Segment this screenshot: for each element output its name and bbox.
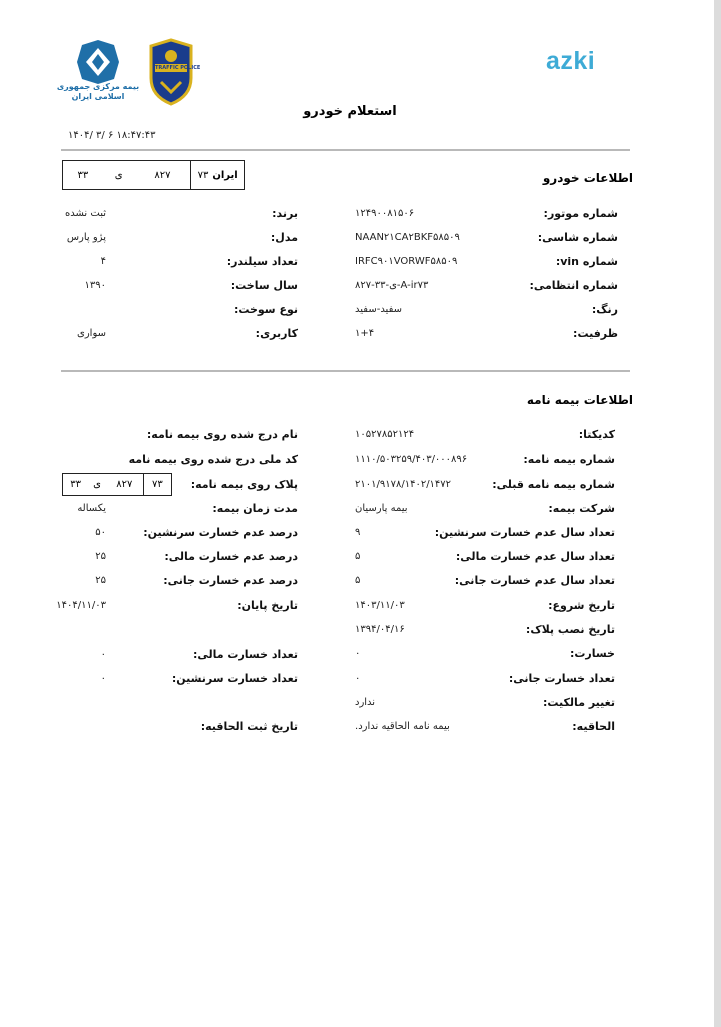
insurance-left-label: درصد عدم خسارت مالی: [164,550,298,563]
insurance-right-value: .بیمه نامه الحاقیه ندارد [355,721,450,732]
insurance-left-label: تاریخ پایان: [237,599,298,612]
plate-num2: ۳۳ [77,169,89,181]
insurance-logo [52,38,144,104]
vehicle-right-value: ۱۲۴۹۰۰۸۱۵۰۶ [355,208,415,219]
vehicle-section-title: اطلاعات خودرو [542,171,633,185]
insurance-left-label: کد ملی درج شده روی بیمه نامه [128,453,298,466]
insurance-right-label: تعداد سال عدم خسارت سرنشین: [434,526,615,539]
vehicle-plate [62,160,245,190]
ins-plate-num2: ۳۳ [70,479,82,490]
insurance-left-value: ۲۵ [95,551,106,562]
plate-letter: ی [114,169,123,181]
insurance-left-label: تعداد خسارت سرنشین: [171,672,298,685]
insurance-left-value: ۲۵ [95,575,106,586]
central-insurance-emblem-icon [52,38,144,88]
insurance-right-value: ۱۰۵۲۷۸۵۲۱۲۴ [355,429,415,440]
insurance-right-label: الحاقیه: [572,720,615,733]
vehicle-right-value: NAAN۲۱CA۲BKF۵۸۵۰۹ [355,232,460,243]
insurance-right-value: ۹ [355,527,361,538]
insurance-right-label: تعداد سال عدم خسارت جانی: [454,574,615,587]
vehicle-right-label: شماره موتور: [543,207,618,220]
police-shield-icon [145,38,197,106]
vehicle-left-label: کاربری: [255,327,298,340]
vehicle-right-label: شماره انتظامی: [529,279,618,292]
insurance-left-label: مدت زمان بیمه: [212,502,298,515]
inquiry-datetime: ۱۴۰۴/ ۳/ ۶ ۱۸:۴۷:۴۳ [68,130,156,141]
insurance-right-value: بیمه پارسیان [355,503,408,514]
insurance-left-label: درصد عدم خسارت سرنشین: [143,526,298,539]
insurance-right-value: ۱۱۱۰/۵۰۳۲۵۹/۴۰۳/۰۰۰۸۹۶ [355,454,468,465]
plate-region-box [190,161,244,189]
insurance-left-label: درصد عدم خسارت جانی: [163,574,298,587]
vehicle-right-label: شماره vin: [555,255,618,268]
vehicle-right-label: شماره شاسی: [537,231,618,244]
insurance-left-label: تعداد خسارت مالی: [192,648,298,661]
vehicle-left-value: سواری [77,328,106,339]
ins-plate-letter: ی [93,479,101,490]
vehicle-right-value: ۱+۴ [355,328,375,339]
section-divider [61,370,630,372]
traffic-police-logo [145,38,201,106]
insurance-left-value: ۱۴۰۴/۱۱/۰۳ [56,600,106,611]
insurance-right-value: ۰ [355,648,361,659]
insurance-plate [62,473,172,496]
plate-region: ۷۳ [197,169,209,181]
insurance-right-value: ندارد [355,697,376,708]
insurance-right-label: تغییر مالکیت: [543,696,615,709]
insurance-right-label: تاریخ نصب پلاک: [525,623,615,636]
insurance-right-label: خسارت: [569,647,615,660]
insurance-right-label: کدیکتا: [578,428,615,441]
vehicle-right-value: سفید-سفید [355,304,403,315]
insurance-right-label: شماره بیمه نامه قبلی: [492,478,615,491]
vehicle-left-value: پژو پارس [66,232,106,243]
insurance-left-value: ۰ [100,673,106,684]
police-logo-text: TRAFFIC POLICE [155,65,201,71]
insurance-right-label: تعداد خسارت جانی: [508,672,615,685]
ins-plate-num3: ۸۲۷ [116,479,133,490]
vehicle-left-value: ۱۳۹۰ [84,280,106,291]
page-edge [714,0,721,1027]
vehicle-right-label: رنگ: [591,303,618,316]
vehicle-left-label: تعداد سیلندر: [226,255,298,268]
vehicle-left-label: برند: [272,207,298,220]
insurance-right-label: شرکت بیمه: [548,502,615,515]
insurance-logo-text: بیمه مرکزی جمهوری اسلامی ایران [56,82,140,101]
vehicle-left-label: مدل: [270,231,298,244]
insurance-right-value: ۵ [355,575,361,586]
insurance-left-label: تاریخ ثبت الحاقیه: [200,720,298,733]
plate-num3: ۸۲۷ [154,169,171,181]
header-divider [61,149,630,151]
insurance-right-value: ۰ [355,673,361,684]
vehicle-left-label: سال ساخت: [230,279,298,292]
vehicle-right-value: ی-۳۳-۸۲۷-A-ir۷۳ [355,280,429,291]
insurance-left-label: نام درج شده روی بیمه نامه: [146,428,298,441]
vehicle-left-value: ۴ [100,256,106,267]
vehicle-left-label: نوع سوخت: [233,303,298,316]
insurance-right-value: ۲۱۰۱/۹۱۷۸/۱۴۰۲/۱۴۷۲ [355,479,452,490]
vehicle-right-label: ظرفیت: [573,327,618,340]
azki-logo: azki [546,47,596,75]
insurance-right-value: ۵ [355,551,361,562]
plate-iran: ایران [212,169,238,181]
insurance-left-value: ۰ [100,649,106,660]
insurance-right-label: شماره بیمه نامه: [523,453,615,466]
page-title: استعلام خودرو [303,104,397,119]
vehicle-left-value: ثبت نشده [65,208,106,219]
insurance-left-value: ۵۰ [95,527,106,538]
ins-plate-region: ۷۳ [143,474,171,495]
vehicle-right-value: IRFC۹۰۱VORWF۵۸۵۰۹ [355,256,458,267]
insurance-right-value: ۱۳۹۴/۰۴/۱۶ [355,624,405,635]
insurance-left-value: یکساله [77,503,106,514]
insurance-section-title: اطلاعات بیمه نامه [526,393,633,407]
insurance-left-label: پلاک روی بیمه نامه: [190,478,298,491]
insurance-right-value: ۱۴۰۳/۱۱/۰۳ [355,600,405,611]
insurance-right-label: تعداد سال عدم خسارت مالی: [455,550,615,563]
insurance-right-label: تاریخ شروع: [548,599,615,612]
